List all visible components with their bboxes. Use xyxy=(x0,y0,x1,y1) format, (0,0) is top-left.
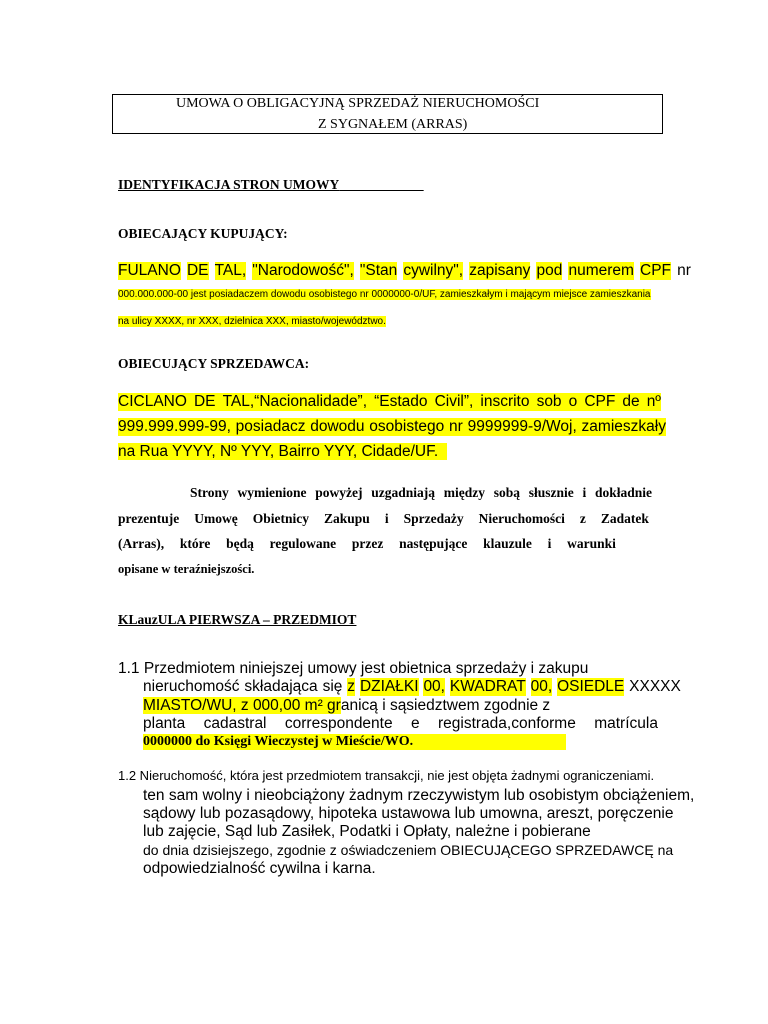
buyer-word: numerem xyxy=(568,262,634,279)
clause-word: cadastral xyxy=(203,715,267,732)
clause-1-1-line-5: 0000000 do Księgi Wieczystej w Mieście/WO. xyxy=(143,734,566,750)
seller-word: 9999999-9/Woj, xyxy=(467,418,577,435)
clause-word: się xyxy=(322,678,343,695)
clause-1-2-line-2: ten sam wolny i nieobciążony żadnym rzeczywistym lub osobistym obciążeniem, xyxy=(143,787,695,804)
seller-word: o xyxy=(568,393,578,410)
clause-word: nieruchomość xyxy=(143,678,240,695)
seller-word: sob xyxy=(536,393,562,410)
buyer-word: cywilny", xyxy=(403,262,464,279)
agreement-word: dokładnie xyxy=(594,485,652,500)
seller-line-2 xyxy=(118,418,666,436)
clause-1-1-line-4 xyxy=(143,715,658,733)
agreement-word: które xyxy=(179,536,211,551)
agreement-word: uzgadniają xyxy=(371,485,435,500)
clause-1-2-line-1: 1.2 Nieruchomość, która jest przedmiotem transakcji, nie jest objęta żadnymi ograniczeniami. xyxy=(118,768,655,783)
section-identification-heading xyxy=(118,177,424,193)
clause-1-1-line-2 xyxy=(143,678,681,696)
clause-word: 00, xyxy=(530,678,553,695)
seller-heading: OBIECUJĄCY SPRZEDAWCA: xyxy=(118,356,310,371)
agreement-word: sobą xyxy=(493,485,520,500)
buyer-line-2 xyxy=(118,289,651,300)
seller-word: inscrito xyxy=(480,393,530,410)
agreement-word: regulowane xyxy=(269,536,337,551)
clause-word: XXXXX xyxy=(629,678,681,695)
clause-1-1-line-1: 1.1 Przedmiotem niniejszej umowy jest obietnica sprzedaży i zakupu xyxy=(118,660,589,677)
buyer-word: "Stan xyxy=(359,262,398,279)
agreement-word: przez xyxy=(351,536,384,551)
agreement-word: i xyxy=(384,511,389,526)
buyer-line-3-text: na ulicy XXXX, nr XXX, dzielnica XXX, miasto/województwo. xyxy=(118,316,386,327)
clause-1-2-line-5: do dnia dzisiejszego, zgodnie z oświadczeniem OBIECUJĄCEGO SPRZEDAWCĘ na xyxy=(143,842,674,858)
heading-underline-fill xyxy=(339,177,423,192)
seller-line-3-text: na Rua YYYY, Nº YYY, Bairro YYY, Cidade/UF. xyxy=(118,443,439,460)
agreement-word: wymienione xyxy=(237,485,307,500)
agreement-word: i xyxy=(547,536,552,551)
agreement-word: następujące xyxy=(399,536,468,551)
seller-word: de xyxy=(622,393,640,410)
seller-word: Civil”, xyxy=(434,393,474,410)
buyer-line-3 xyxy=(118,316,386,327)
clause-1-2-line-4: lub zajęcie, Sąd lub Zasiłek, Podatki i Opłaty, należne i pobierane xyxy=(143,823,591,840)
agreement-line-1 xyxy=(190,485,652,501)
agreement-word: Zakupu xyxy=(324,511,370,526)
clause-1-1-line-3-rest: anicą i sąsiedztwem zgodnie z xyxy=(340,697,551,714)
section-identification-text: IDENTYFIKACJA STRON UMOWY xyxy=(118,177,340,192)
agreement-word: Obietnicy xyxy=(252,511,310,526)
seller-word: dowodu xyxy=(310,418,365,435)
seller-word: nr xyxy=(449,418,463,435)
agreement-word: warunki xyxy=(567,536,616,551)
agreement-line-2 xyxy=(118,511,649,527)
clause-word: OSIEDLE xyxy=(557,678,625,695)
agreement-line-3 xyxy=(118,536,616,552)
seller-word: DE xyxy=(193,393,216,410)
seller-word: 999.999.999-99, xyxy=(118,418,231,435)
buyer-word: TAL, xyxy=(214,262,247,279)
buyer-line-1 xyxy=(118,262,691,280)
seller-line-3 xyxy=(118,443,447,461)
seller-word: TAL,“Nacionalidade”, xyxy=(222,393,368,410)
seller-line-1 xyxy=(118,393,661,411)
clause-word: DZIAŁKI xyxy=(359,678,419,695)
clause-1-2-line-3: sądowy lub pozasądowy, hipoteka ustawowa lub umowna, areszt, poręczenie xyxy=(143,805,674,822)
buyer-word: nr xyxy=(677,262,691,279)
agreement-word: prezentuje xyxy=(118,511,180,526)
clause-word: składająca xyxy=(244,678,318,695)
clause-word: registrada,conforme xyxy=(437,715,576,732)
agreement-word: powyżej xyxy=(315,485,363,500)
clause-word: matrícula xyxy=(594,715,658,732)
clause-word: 00, xyxy=(423,678,445,695)
clause-word: correspondente xyxy=(284,715,393,732)
agreement-word: między xyxy=(443,485,485,500)
buyer-word: CPF xyxy=(640,262,672,279)
agreement-word: z xyxy=(579,511,586,526)
agreement-word: (Arras), xyxy=(118,536,165,551)
agreement-word: słusznie xyxy=(528,485,574,500)
seller-word: osobistego xyxy=(369,418,445,435)
agreement-word: Strony xyxy=(190,485,229,500)
agreement-word: Nieruchomości xyxy=(478,511,565,526)
agreement-word: Umowę xyxy=(194,511,238,526)
agreement-word: Sprzedaży xyxy=(403,511,464,526)
seller-word: zamieszkały xyxy=(581,418,666,435)
buyer-word: zapisany xyxy=(469,262,531,279)
agreement-word: Zadatek xyxy=(600,511,649,526)
agreement-word: i xyxy=(582,485,587,500)
buyer-word: DE xyxy=(186,262,209,279)
clause-1-2-line-6: odpowiedzialność cywilna i karna. xyxy=(143,860,376,877)
clause-1-1-line-3 xyxy=(143,697,550,715)
clause-word: planta xyxy=(143,715,186,732)
clause-1-heading: KLauzULA PIERWSZA – PRZEDMIOT xyxy=(118,612,357,627)
buyer-line-2-text: 000.000.000-00 jest posiadaczem dowodu osobistego nr 0000000-0/UF, zamieszkałym i mającym miejsce zamieszkania xyxy=(118,289,651,300)
seller-line-3-pad xyxy=(438,443,447,460)
agreement-line-4: opisane w teraźniejszości. xyxy=(118,562,255,576)
agreement-word: klauzule xyxy=(483,536,532,551)
buyer-word: pod xyxy=(536,262,563,279)
seller-word: CPF xyxy=(584,393,616,410)
clause-word: KWADRAT xyxy=(449,678,526,695)
seller-word: “Estado xyxy=(374,393,428,410)
buyer-heading: OBIECAJĄCY KUPUJĄCY: xyxy=(118,226,288,241)
clause-word: z xyxy=(347,678,356,695)
clause-1-1-line-3-highlight: MIASTO/WU, z 000,00 m² gr xyxy=(143,697,341,714)
seller-word: posiadacz xyxy=(235,418,306,435)
buyer-word: "Narodowość", xyxy=(252,262,354,279)
agreement-word: będą xyxy=(226,536,254,551)
title-line-1: UMOWA O OBLIGACYJNĄ SPRZEDAŻ NIERUCHOMOŚCI xyxy=(176,96,540,111)
title-line-2: Z SYGNAŁEM (ARRAS) xyxy=(318,117,468,132)
seller-word: CICLANO xyxy=(118,393,187,410)
buyer-word: FULANO xyxy=(118,262,181,279)
seller-word: nº xyxy=(646,393,661,410)
clause-word: e xyxy=(410,715,420,732)
